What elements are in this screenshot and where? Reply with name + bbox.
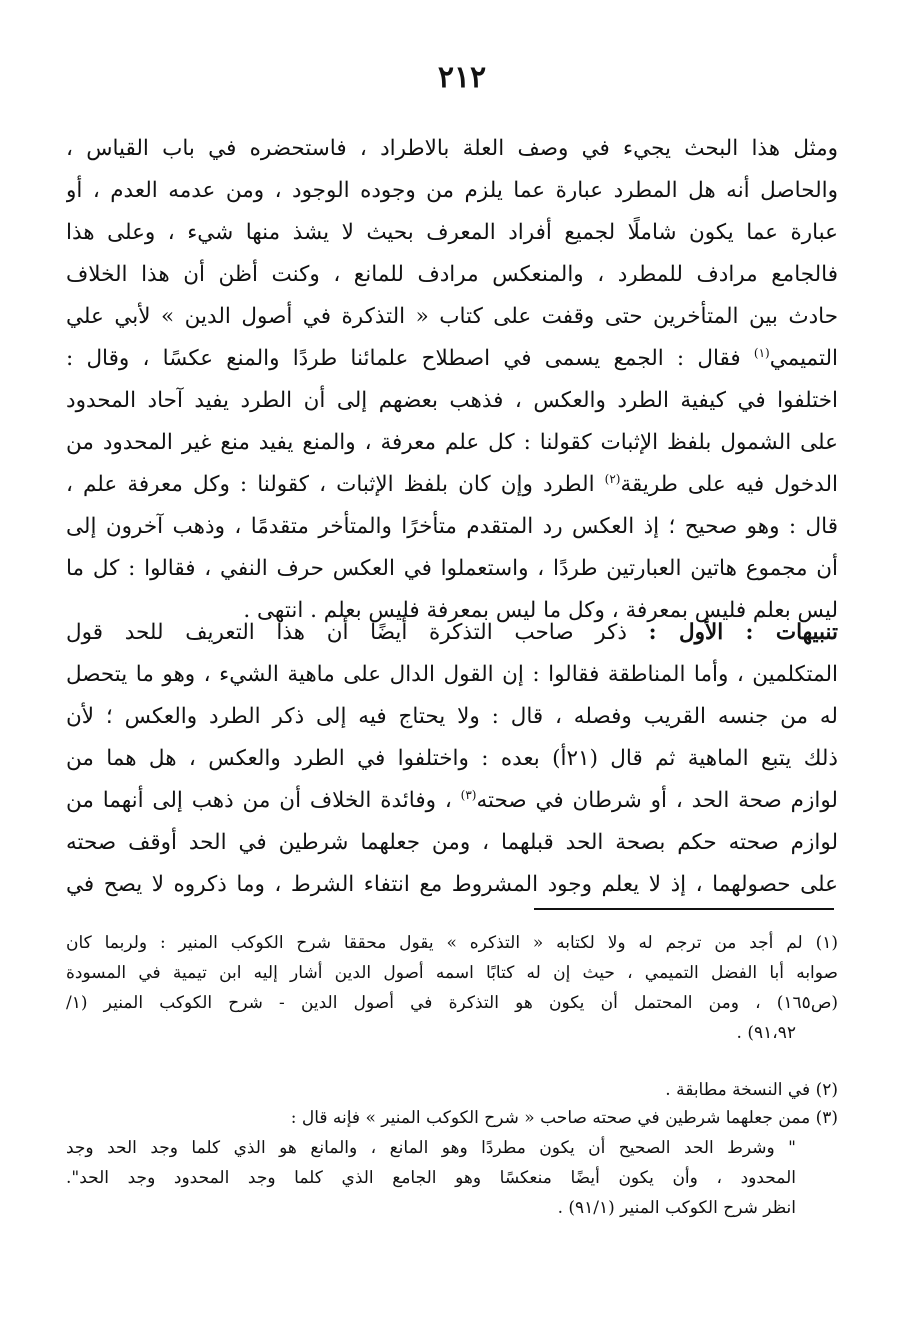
footnote-marker: (٣) <box>460 787 477 802</box>
footnote-line: (ص١٦٥) ، ومن المحتمل أن يكون هو التذكرة في أصول الدين - شرح الكوكب المنير (١/ <box>66 993 838 1013</box>
text-line: ومثل هذا البحث يجيء في وصف العلة بالاطراد ، فاستحضره في باب القياس ، <box>66 136 838 161</box>
text-line: ذلك يتبع الماهية ثم قال (٢١أ) بعده : واختلفوا في الطرد والعكس ، هل هما من <box>66 746 838 771</box>
footnote-marker: (٢) <box>604 471 621 486</box>
text-fragment: لوازم صحة الحد ، أو شرطان في صحته <box>476 788 838 813</box>
text-line <box>66 780 838 822</box>
text-line: المتكلمين ، وأما المناطقة فقالوا : إن القول الدال على ماهية الشيء ، وهو ما يتحصل <box>66 662 838 687</box>
text-line: عبارة عما يكون شاملًا لجميع أفراد المعرف بحيث لا يشذ منها شيء ، وعلى هذا <box>66 220 838 245</box>
text-line <box>66 464 838 506</box>
footnote-line: صوابه أبا الفضل التميمي ، حيث إن له كتابًا اسمه أصول الدين أشار إليه ابن تيمية في المسودة <box>66 963 838 983</box>
text-line: لوازم صحته حكم بصحة الحد قبلهما ، ومن جعلهما شرطين في الحد أوقف صحته <box>66 830 838 855</box>
section-lead-heading: تنبيهات : الأول : <box>648 620 838 645</box>
text-line <box>66 612 838 654</box>
page-number: ٢١٢ <box>437 60 487 95</box>
footnote-line: ٩١،٩٢) . <box>736 1023 796 1043</box>
main-paragraph-1 <box>66 128 838 632</box>
text-fragment: ، وفائدة الخلاف أن من ذهب إلى أنهما من <box>66 788 452 813</box>
footnote-3 <box>66 1103 838 1223</box>
footnote-1 <box>66 928 838 1048</box>
footnote-line: المحدود ، وأن يكون أيضًا منعكسًا وهو الجامع الذي كلما وجد المحدود وجد الحد". <box>66 1168 796 1188</box>
text-line: قال : وهو صحيح ؛ إذ العكس رد المتقدم متأخرًا والمتأخر متقدمًا ، وذهب آخرون إلى <box>66 514 838 539</box>
footnote-line: (٣) ممن جعلهما شرطين في صحته صاحب « شرح الكوكب المنير » فإنه قال : <box>290 1108 838 1128</box>
text-line <box>66 338 838 380</box>
text-line: على الشمول بلفظ الإثبات كقولنا : كل علم معرفة ، والمنع يفيد منع غير المحدود من <box>66 430 838 455</box>
footnote-marker: (١) <box>753 345 770 360</box>
text-fragment: فقال : الجمع يسمى في اصطلاح علمائنا طردًا والمنع عكسًا ، وقال : <box>66 346 741 371</box>
text-line: ليس بعلم فليس بمعرفة ، وكل ما ليس بمعرفة فليس بعلم . انتهى . <box>243 598 838 623</box>
text-line: اختلفوا في كيفية الطرد والعكس ، فذهب بعضهم إلى أن الطرد يفيد آحاد المحدود <box>66 388 838 413</box>
text-fragment: ذكر صاحب التذكرة أيضًا أن هذا التعريف للحد قول <box>66 620 627 645</box>
footnote-2 <box>66 1075 838 1105</box>
text-fragment: الدخول فيه على طريقة <box>620 472 838 497</box>
text-fragment: الطرد وإن كان بلفظ الإثبات ، كقولنا : وكل معرفة علم ، <box>66 472 595 497</box>
footnote-line: (١) لم أجد من ترجم له ولا لكتابه « التذكره » يقول محققا شرح الكوكب المنير : ولربما كان <box>66 933 838 953</box>
text-line: فالجامع مرادف للمطرد ، والمنعكس مرادف للمانع ، وكنت أظن أن هذا الخلاف <box>66 262 838 287</box>
text-fragment: التميمي <box>769 346 838 371</box>
footnote-line: انظر شرح الكوكب المنير (٩١/١) . <box>557 1198 796 1218</box>
text-line: على حصولهما ، إذ لا يعلم وجود المشروط مع انتفاء الشرط ، وما ذكروه لا يصح في <box>66 872 838 897</box>
text-line: له من جنسه القريب وفصله ، قال : ولا يحتاج فيه إلى ذكر الطرد والعكس ؛ لأن <box>66 704 838 729</box>
footnote-line: (٢) في النسخة مطابقة . <box>665 1080 838 1100</box>
text-line: أن مجموع هاتين العبارتين طردًا ، واستعملوا في العكس حرف النفي ، فقالوا : كل ما <box>66 556 838 581</box>
text-line: والحاصل أنه هل المطرد عبارة عما يلزم من وجوده الوجود ، ومن عدمه العدم ، أو <box>66 178 838 203</box>
footnote-separator <box>534 908 834 910</box>
text-line: حادث بين المتأخرين حتى وقفت على كتاب « التذكرة في أصول الدين » لأبي علي <box>66 304 838 329</box>
main-paragraph-2 <box>66 612 838 906</box>
footnote-line: " وشرط الحد الصحيح أن يكون مطردًا وهو المانع ، والمانع هو الذي كلما وجد الحد وجد <box>66 1138 796 1158</box>
